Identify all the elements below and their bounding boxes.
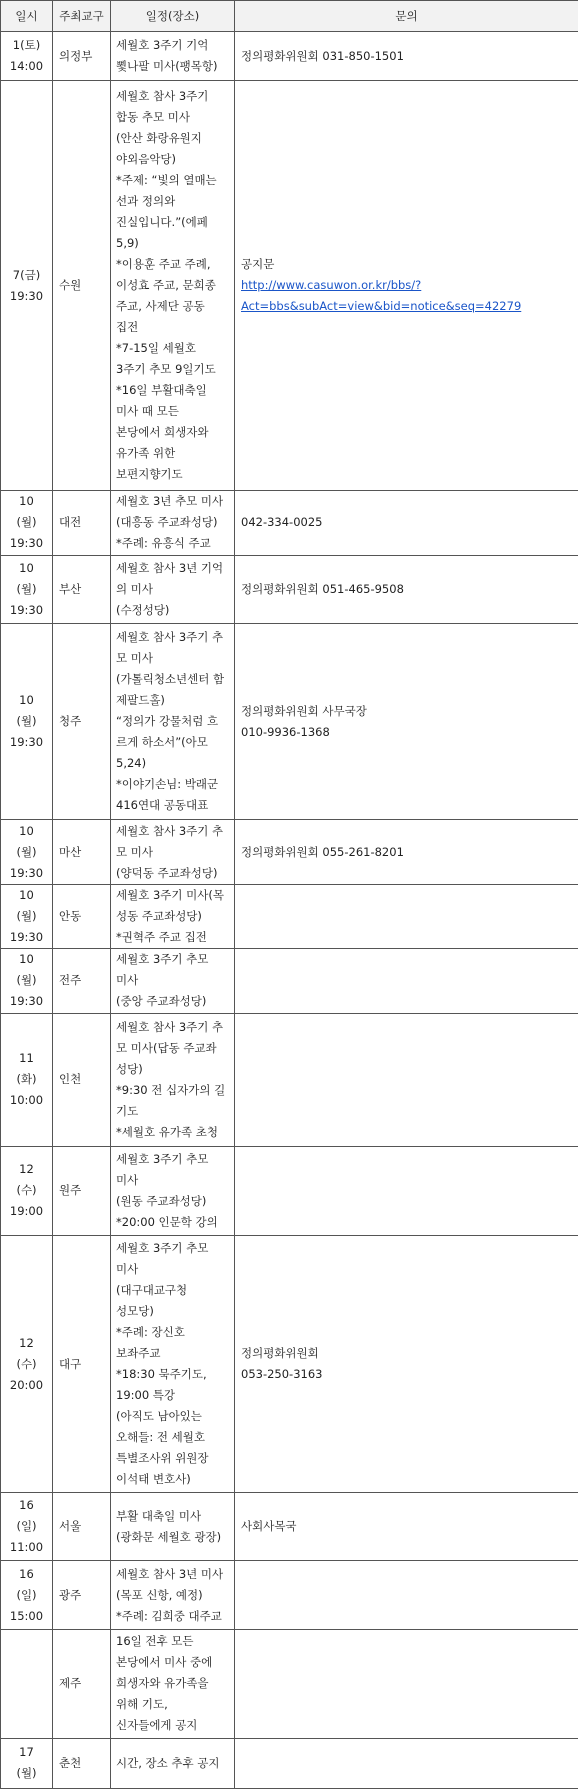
schedule-line: 19:00 특강 [116,1388,176,1403]
date-line: 15:00 [9,1608,44,1623]
host-diocese-cell: 부산 [53,555,111,623]
schedule-line: 미사 [116,1262,139,1277]
date-line: (일) [16,1587,37,1602]
schedule-line: 416연대 공동대표 [116,798,209,813]
date-cell [1,1236,53,1493]
schedule-line: (대구대교구청 [116,1283,188,1298]
schedule-cell [111,1013,235,1146]
date-line: 10 [19,693,34,708]
date-line: 10:00 [9,1093,44,1108]
date-cell [1,491,53,555]
date-line: 19:30 [9,288,44,303]
contact-cell [235,555,578,623]
header-host: 주최교구 [53,1,111,32]
header-row [1,1,578,32]
host-diocese-cell: 제주 [53,1629,111,1738]
date-cell [1,555,53,623]
host-diocese-cell: 서울 [53,1492,111,1560]
notice-link[interactable]: Act=bbs&subAct=view&bid=notice&seq=42279 [241,299,522,314]
schedule-cell [111,32,235,81]
schedule-cell [111,884,235,948]
table-row [1,1146,578,1236]
table-row [1,1629,578,1738]
table-row [1,1236,578,1493]
contact-cell [235,1236,578,1493]
schedule-cell [111,820,235,884]
contact-cell [235,820,578,884]
date-cell [1,1561,53,1629]
schedule-line: 세월호 3주기 추모 [116,1151,209,1166]
schedule-line: *이용훈 주교 주례, [116,257,211,272]
schedule-line: *권혁주 주교 집전 [116,930,207,944]
schedule-line: 시간, 장소 추후 공지 [116,1755,220,1770]
date-line: 16 [19,1498,34,1513]
schedule-line: (대흥동 주교좌성당) [116,515,218,530]
schedule-line: 모 미사 [116,844,153,859]
date-cell [1,1013,53,1146]
schedule-cell [111,624,235,820]
host-diocese-cell: 청주 [53,624,111,820]
schedule-line: 세월호 3주기 추모 [116,952,209,967]
host-diocese-cell: 마산 [53,820,111,884]
schedule-line: 세월호 참사 3년 기억 [116,560,224,575]
schedule-line: 세월호 3주기 미사(목 [116,888,224,902]
date-cell [1,624,53,820]
date-cell [1,1738,53,1788]
date-line: 10 [19,888,34,902]
contact-line: 042-334-0025 [241,515,323,530]
notice-link[interactable]: http://www.casuwon.or.kr/bbs/? [241,278,422,293]
table-row [1,555,578,623]
date-line: 19:00 [9,1204,44,1219]
schedule-line: 성동 주교좌성당) [116,909,202,923]
host-diocese-cell: 전주 [53,949,111,1013]
date-cell [1,1492,53,1560]
schedule-line: 세월호 3주기 기억 [116,38,209,53]
contact-cell [235,1146,578,1236]
schedule-line: 보좌주교 [116,1346,161,1361]
contact-cell [235,1561,578,1629]
schedule-line: (가톨릭청소년센터 함 [116,672,225,687]
schedule-line: (아직도 남아있는 [116,1409,202,1424]
schedule-cell [111,1492,235,1560]
schedule-line: 세월호 참사 3주기 추 [116,823,224,838]
schedule-line: (원동 주교좌성당) [116,1193,207,1208]
contact-cell [235,884,578,948]
date-line: 12 [19,1162,34,1177]
schedule-line: 위해 기도, [116,1697,168,1712]
contact-cell [235,1013,578,1146]
schedule-cell [111,81,235,491]
schedule-cell [111,1629,235,1738]
schedule-line: *세월호 유가족 초청 [116,1124,218,1139]
schedule-line: 본당에서 희생자와 [116,425,209,440]
table-row [1,949,578,1013]
schedule-line: 3주기 추모 9일기도 [116,362,216,377]
schedule-line: (목포 신항, 예정) [116,1587,203,1602]
date-line: 10 [19,560,34,575]
date-line: (월) [16,1766,37,1781]
date-line: 10 [19,494,34,509]
date-line: 10 [19,952,34,967]
date-line: 12 [19,1335,34,1350]
contact-cell [235,624,578,820]
schedule-line: 르게 하소서”(아모 [116,735,208,750]
date-line: (월) [16,581,37,596]
schedule-line: 선과 정의와 [116,194,176,209]
date-cell [1,81,53,491]
contact-cell [235,1492,578,1560]
date-line: 17 [19,1745,34,1760]
schedule-line: 특별조사위 위원장 [116,1451,209,1466]
date-line: (일) [16,1519,37,1534]
schedule-line: 세월호 3주기 추모 [116,1241,209,1256]
date-line: (수) [16,1183,37,1198]
schedule-line: 5,24) [116,756,147,771]
date-line: 10 [19,823,34,838]
schedule-line: (양덕동 주교좌성당) [116,865,218,880]
schedule-cell [111,491,235,555]
schedule-line: 본당에서 미사 중에 [116,1655,213,1670]
schedule-line: 오해들: 전 세월호 [116,1430,205,1445]
host-diocese-cell: 원주 [53,1146,111,1236]
schedule-line: 세월호 참사 3주기 추 [116,630,224,645]
date-cell [1,1146,53,1236]
date-line: 1(토) [12,38,41,53]
schedule-line: *이야기손님: 박래군 [116,777,219,792]
date-cell [1,32,53,81]
contact-line: 공지문 [241,257,275,272]
host-diocese-cell: 수원 [53,81,111,491]
date-line: (월) [16,714,37,729]
date-line: 20:00 [9,1377,44,1392]
date-line: (월) [16,909,37,923]
schedule-line: *18:30 묵주기도, [116,1367,207,1382]
date-line: 16 [19,1566,34,1581]
host-diocese-cell: 대구 [53,1236,111,1493]
schedule-line: *16일 부활대축일 [116,383,207,398]
date-line: 19:30 [9,994,44,1009]
date-cell [1,949,53,1013]
schedule-line: 주교, 사제단 공동 [116,299,205,314]
table-row [1,624,578,820]
date-line: 19:30 [9,735,44,750]
contact-cell [235,491,578,555]
schedule-line: 미사 [116,1172,139,1187]
schedule-cell [111,949,235,1013]
table-row [1,491,578,555]
table-row [1,1013,578,1146]
host-diocese-cell: 안동 [53,884,111,948]
date-line: 11 [19,1051,34,1066]
table-row [1,1561,578,1629]
schedule-line: 5,9) [116,236,139,251]
schedule-line: 성모당) [116,1304,154,1319]
schedule-line: 신자들에게 공지 [116,1718,198,1733]
date-line: 19:30 [9,602,44,617]
host-diocese-cell: 대전 [53,491,111,555]
schedule-line: (중앙 주교좌성당) [116,994,207,1009]
date-line: (월) [16,515,37,530]
schedule-line: 집전 [116,320,139,335]
table-row [1,820,578,884]
schedule-line: 보편지향기도 [116,467,183,482]
schedule-line: 모 미사 [116,651,153,666]
schedule-cell [111,1738,235,1788]
schedule-line: 부활 대축일 미사 [116,1508,202,1523]
host-diocese-cell: 광주 [53,1561,111,1629]
contact-cell [235,949,578,1013]
schedule-line: 미사 [116,973,139,988]
schedule-line: 기도 [116,1103,139,1118]
date-line: 11:00 [9,1540,44,1555]
schedule-line: 성당) [116,1061,143,1076]
table-row [1,884,578,948]
contact-cell [235,32,578,81]
contact-line: 053-250-3163 [241,1367,323,1382]
contact-line: 정의평화위원회 [241,1346,319,1361]
schedule-cell [111,1561,235,1629]
schedule-line: 세월호 참사 3주기 [116,89,209,104]
contact-line: 정의평화위원회 055-261-8201 [241,844,404,859]
schedule-line: 뾫나팔 미사(팽목항) [116,59,218,74]
schedule-line: 세월호 참사 3주기 추 [116,1019,224,1034]
schedule-line: 제팔드홀) [116,693,165,708]
date-line: 19:30 [9,865,44,880]
date-line: 19:30 [9,536,44,551]
table-row [1,81,578,491]
host-diocese-cell: 인천 [53,1013,111,1146]
date-line: (월) [16,844,37,859]
table-row [1,1738,578,1788]
schedule-line: *주례: 김희중 대주교 [116,1608,222,1623]
schedule-line: “정의가 강물처럼 흐 [116,714,219,729]
table-row [1,1492,578,1560]
contact-line: 정의평화위원회 031-850-1501 [241,48,404,63]
date-line: (수) [16,1356,37,1371]
contact-line: 010-9936-1368 [241,724,330,739]
schedule-line: 미사 때 모든 [116,404,179,419]
contact-cell [235,1738,578,1788]
schedule-line: *주제: “빛의 열매는 [116,173,217,188]
date-line: 14:00 [9,59,44,74]
schedule-line: 이성효 주교, 문희종 [116,278,216,293]
schedule-line: (수정성당) [116,602,170,617]
date-line: 19:30 [9,930,44,944]
date-line: 7(금) [12,267,41,282]
schedule-line: 야외음악당) [116,152,177,167]
schedule-line: *20:00 인문학 강의 [116,1214,218,1229]
header-date: 일시 [1,1,53,32]
schedule-line: 합동 추모 미사 [116,110,190,125]
date-cell [1,820,53,884]
header-schedule: 일정(장소) [111,1,235,32]
host-diocese-cell: 의정부 [53,32,111,81]
schedule-cell [111,1236,235,1493]
header-contact: 문의 [235,1,578,32]
schedule-line: 세월호 3년 추모 미사 [116,494,224,509]
contact-cell [235,81,578,491]
date-line: (화) [16,1072,37,1087]
schedule-line: *9:30 전 십자가의 길 [116,1082,226,1097]
contact-cell [235,1629,578,1738]
schedule-line: (광화문 세월호 광장) [116,1529,222,1544]
contact-line: 정의평화위원회 사무국장 [241,703,367,718]
schedule-line: 진실입니다.”(에페 [116,215,208,230]
schedule-line: 세월호 참사 3년 미사 [116,1566,224,1581]
schedule-cell [111,555,235,623]
schedule-cell [111,1146,235,1236]
host-diocese-cell: 춘천 [53,1738,111,1788]
schedule-line: (안산 화랑유원지 [116,131,202,146]
schedule-line: 희생자와 유가족을 [116,1676,209,1691]
schedule-line: *7-15일 세월호 [116,341,196,356]
schedule-line: *주례: 유흥식 주교 [116,536,211,551]
schedule-line: 모 미사(답동 주교좌 [116,1040,217,1055]
table-row [1,32,578,81]
schedule-line: 이석태 변호사) [116,1472,191,1487]
schedule-line: 16일 전후 모든 [116,1634,194,1649]
contact-line: 정의평화위원회 051-465-9508 [241,581,404,596]
schedule-line: *주례: 장신호 [116,1325,185,1340]
schedule-line: 의 미사 [116,581,153,596]
schedule-line: 유가족 위한 [116,446,176,461]
date-line: (월) [16,973,37,988]
date-cell [1,1629,53,1738]
date-cell [1,884,53,948]
contact-line: 사회사목국 [241,1519,297,1534]
